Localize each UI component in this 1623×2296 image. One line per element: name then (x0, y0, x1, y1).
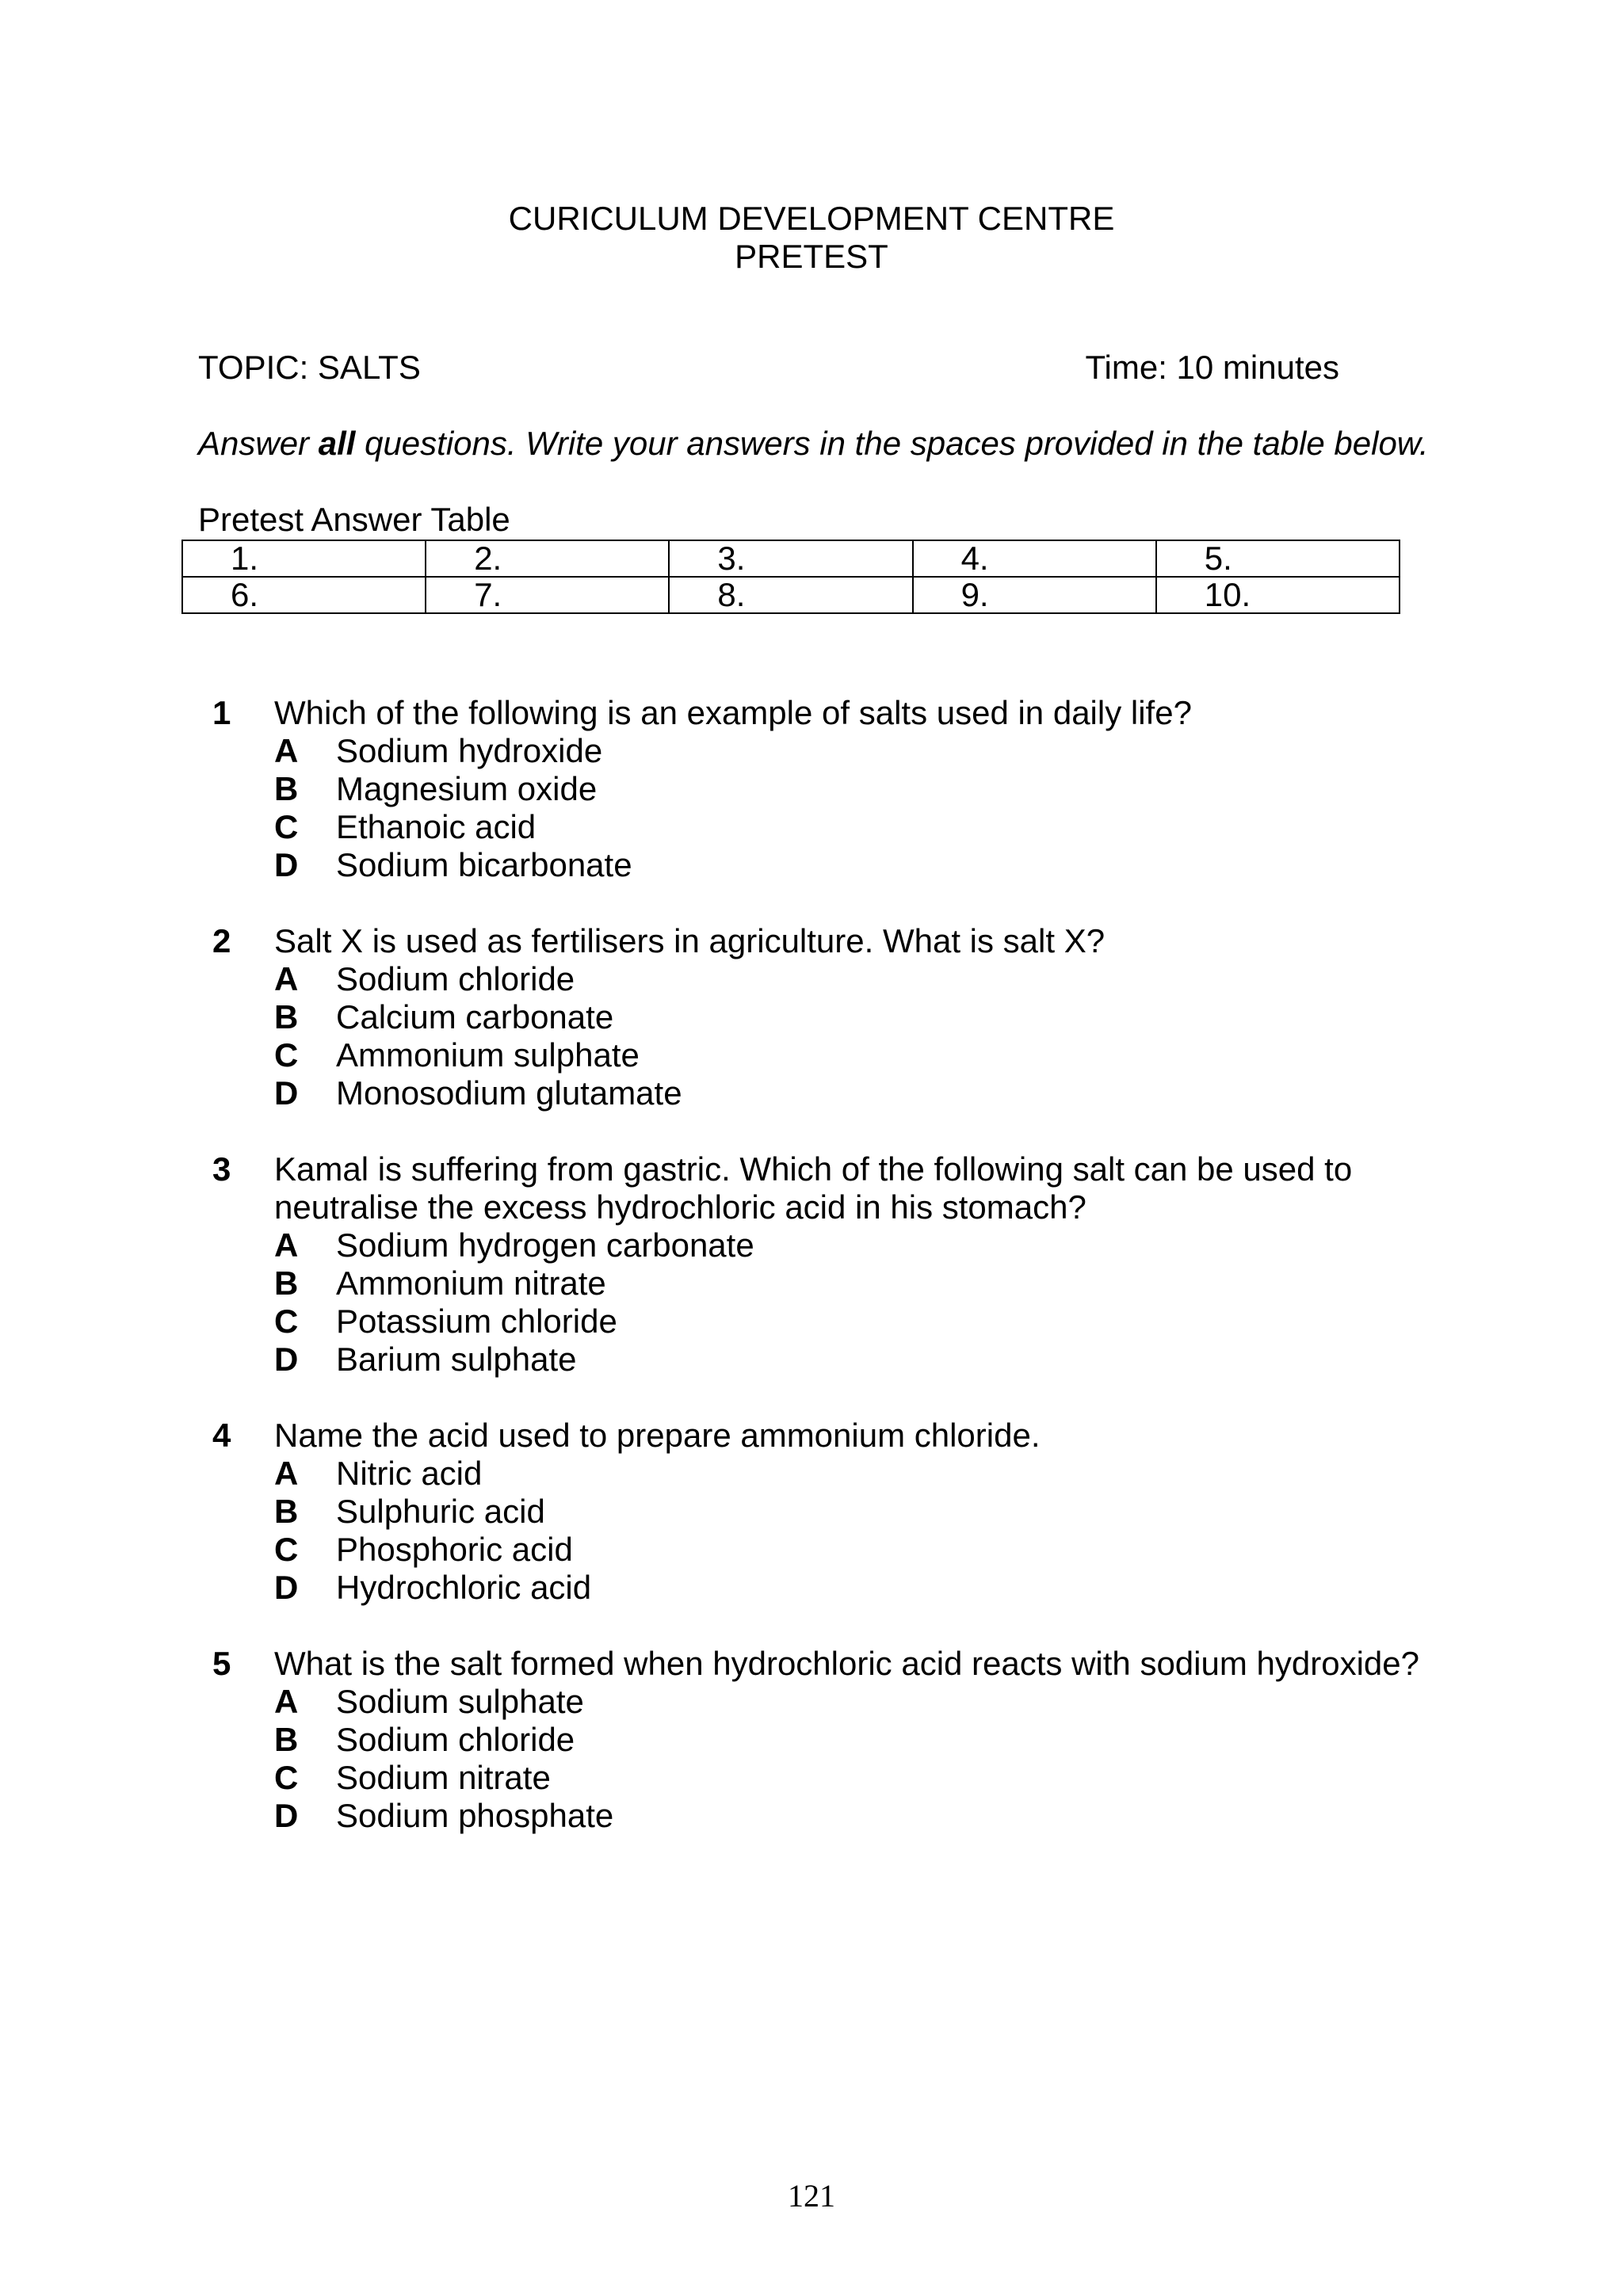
answer-cell[interactable]: 10. (1156, 577, 1400, 613)
instructions-suffix: questions. Write your answers in the spaces provided in the table below. (355, 425, 1429, 462)
answer-option (274, 1721, 1449, 1759)
option-text: Nitric acid (336, 1455, 483, 1492)
option-text: Sodium sulphate (336, 1683, 584, 1720)
question-body (274, 1150, 1449, 1379)
question-number: 5 (212, 1645, 231, 1682)
answer-option (274, 1797, 1449, 1835)
answer-table-row (182, 577, 1400, 613)
answer-cell[interactable]: 1. (182, 540, 426, 577)
answer-option (274, 732, 1449, 770)
option-letter: C (274, 1531, 299, 1568)
option-text: Sodium nitrate (336, 1759, 551, 1796)
option-text: Sodium chloride (336, 960, 575, 997)
question-number: 1 (212, 694, 231, 731)
question-text: What is the salt formed when hydrochloric acid reacts with sodium hydroxide? (274, 1645, 1419, 1682)
option-text: Barium sulphate (336, 1341, 577, 1378)
answer-option (274, 1531, 1449, 1569)
document-title: PRETEST (735, 238, 888, 275)
answer-option (274, 1759, 1449, 1797)
question-number: 3 (212, 1150, 231, 1188)
topic-row (198, 349, 1339, 387)
option-letter: A (274, 1226, 299, 1264)
answer-option (274, 1493, 1449, 1531)
answer-option (274, 1341, 1449, 1379)
answer-option (274, 1264, 1449, 1302)
topic-label: TOPIC: SALTS (198, 349, 421, 386)
option-text: Hydrochloric acid (336, 1569, 592, 1606)
answer-cell[interactable]: 3. (669, 540, 912, 577)
question-body (274, 694, 1449, 884)
answer-option (274, 1683, 1449, 1721)
instructions-emphasis: all (318, 425, 356, 462)
answer-table-caption: Pretest Answer Table (198, 501, 510, 538)
option-text: Sodium hydroxide (336, 732, 603, 769)
option-text: Sodium hydrogen carbonate (336, 1226, 754, 1264)
option-text: Ammonium sulphate (336, 1036, 640, 1074)
question-item (212, 1645, 1449, 1835)
option-letter: B (274, 1264, 299, 1302)
answer-table-row (182, 540, 1400, 577)
answer-cell[interactable]: 5. (1156, 540, 1400, 577)
answer-option (274, 998, 1449, 1036)
answer-cell[interactable]: 6. (182, 577, 426, 613)
question-item (212, 1417, 1449, 1607)
answer-option (274, 808, 1449, 846)
option-letter: C (274, 1759, 299, 1796)
option-letter: C (274, 808, 299, 845)
option-text: Magnesium oxide (336, 770, 598, 807)
question-text: neutralise the excess hydrochloric acid in his stomach? (274, 1188, 1086, 1226)
question-item (212, 922, 1449, 1112)
page-number: 121 (788, 2178, 835, 2214)
option-text: Calcium carbonate (336, 998, 614, 1035)
option-text: Ethanoic acid (336, 808, 537, 845)
option-letter: D (274, 1341, 299, 1378)
answer-option (274, 1226, 1449, 1264)
option-text: Sodium bicarbonate (336, 846, 632, 883)
answer-cell[interactable]: 2. (426, 540, 669, 577)
question-item (212, 694, 1449, 884)
question-text: Name the acid used to prepare ammonium chloride. (274, 1417, 1041, 1454)
answer-table (181, 540, 1400, 614)
answer-option (274, 1455, 1449, 1493)
answer-cell[interactable]: 7. (426, 577, 669, 613)
questions-list (212, 694, 1449, 1873)
question-body (274, 1417, 1449, 1607)
option-text: Monosodium glutamate (336, 1074, 682, 1112)
option-letter: D (274, 846, 299, 883)
question-text: Which of the following is an example of salts used in daily life? (274, 694, 1192, 731)
option-letter: A (274, 960, 299, 997)
answer-cell[interactable]: 4. (913, 540, 1156, 577)
answer-cell[interactable]: 8. (669, 577, 912, 613)
question-text: Salt X is used as fertilisers in agriculture. What is salt X? (274, 922, 1106, 959)
question-number: 2 (212, 922, 231, 959)
option-text: Ammonium nitrate (336, 1264, 606, 1302)
option-letter: D (274, 1797, 299, 1834)
option-text: Sodium chloride (336, 1721, 575, 1758)
answer-option (274, 1074, 1449, 1112)
option-letter: B (274, 1721, 299, 1758)
question-number: 4 (212, 1417, 231, 1454)
document-header (0, 200, 1623, 276)
option-letter: D (274, 1569, 299, 1606)
option-text: Sulphuric acid (336, 1493, 545, 1530)
option-letter: C (274, 1302, 299, 1340)
option-letter: A (274, 1455, 299, 1492)
time-label: Time: 10 minutes (1085, 349, 1339, 386)
option-letter: A (274, 1683, 299, 1720)
option-letter: D (274, 1074, 299, 1112)
answer-cell[interactable]: 9. (913, 577, 1156, 613)
question-text: Kamal is suffering from gastric. Which of the following salt can be used to (274, 1150, 1353, 1188)
option-text: Sodium phosphate (336, 1797, 614, 1834)
answer-option (274, 770, 1449, 808)
option-letter: B (274, 1493, 299, 1530)
question-item (212, 1150, 1449, 1379)
option-letter: A (274, 732, 299, 769)
answer-option (274, 846, 1449, 884)
answer-option (274, 960, 1449, 998)
question-body (274, 922, 1449, 1112)
answer-option (274, 1302, 1449, 1341)
option-letter: C (274, 1036, 299, 1074)
instructions-prefix: Answer (198, 425, 319, 462)
answer-option (274, 1036, 1449, 1074)
option-letter: B (274, 998, 299, 1035)
option-text: Potassium chloride (336, 1302, 617, 1340)
instructions (198, 425, 1429, 463)
option-text: Phosphoric acid (336, 1531, 573, 1568)
question-body (274, 1645, 1449, 1835)
organization-title: CURICULUM DEVELOPMENT CENTRE (508, 200, 1115, 237)
answer-option (274, 1569, 1449, 1607)
option-letter: B (274, 770, 299, 807)
